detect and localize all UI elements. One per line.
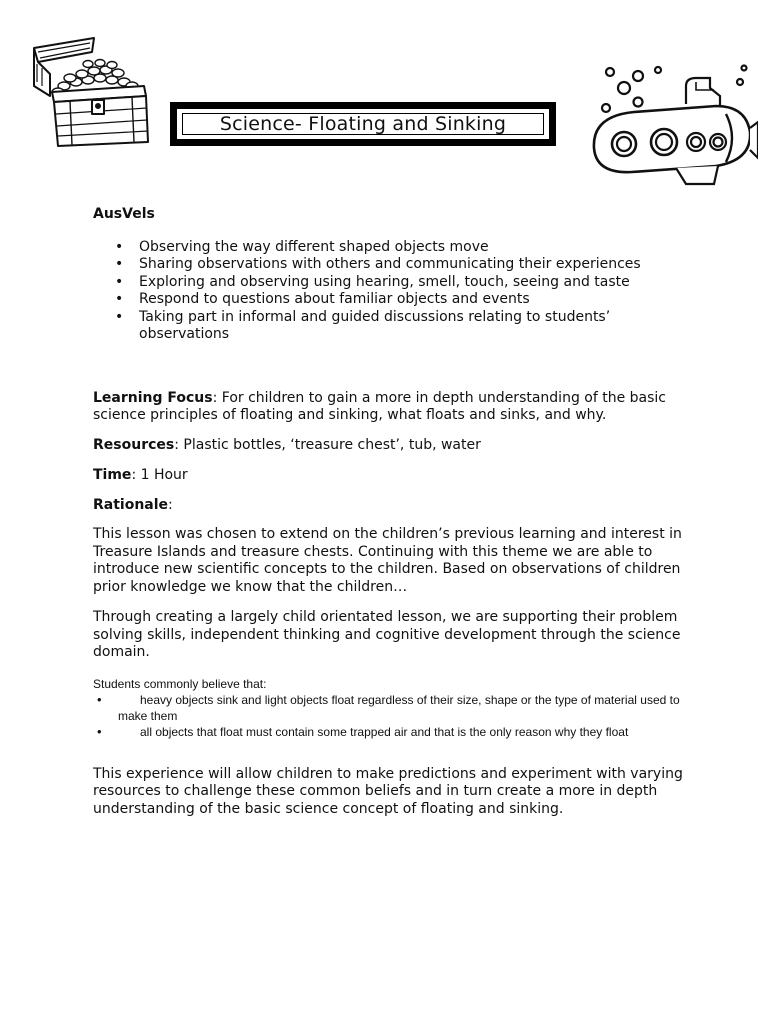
beliefs-list — [93, 692, 683, 740]
rationale-paragraph-2: Through creating a largely child orientated lesson, we are supporting their problem solving skills, independent thinking and cognitive development through the science domain. — [93, 609, 681, 660]
resources-text: : Plastic bottles, ‘treasure chest’, tub, water — [174, 436, 481, 453]
belief-item — [93, 692, 683, 724]
document-body — [93, 206, 683, 818]
learning-focus-text: : For children to gain a more in depth understanding of the basic science principles of floating and sinking, what floats and sinks, and why. — [93, 389, 667, 423]
document-title: Science- Floating and Sinking — [182, 113, 544, 135]
ausvels-item: • Respond to questions about familiar objects and events — [93, 291, 683, 309]
title-box — [170, 102, 556, 146]
learning-focus-label: Learning Focus — [93, 389, 213, 406]
resources-paragraph — [93, 437, 683, 455]
learning-focus-paragraph — [93, 390, 683, 425]
rationale-suffix: : — [168, 496, 173, 513]
submarine-illustration — [586, 62, 758, 190]
beliefs-intro: Students commonly believe that: — [93, 676, 267, 691]
rationale-label: Rationale — [93, 496, 169, 513]
resources-label: Resources — [93, 436, 175, 453]
ausvels-item: • Taking part in informal and guided discussions relating to students’ observations — [93, 309, 683, 344]
time-paragraph — [93, 467, 683, 485]
time-text: : 1 Hour — [131, 467, 188, 483]
ausvels-list — [93, 239, 683, 344]
rationale-paragraph-1: This lesson was chosen to extend on the children’s previous learning and interest in Treasure Islands and treasure chests. Continuing with this theme we are able to introduce new scientific concepts to the children. Based on observations of children prior knowledge we know that the children… — [93, 526, 682, 595]
belief-item-text: • heavy objects sink and light objects float regardless of their size, shape or the type of material used to make them — [118, 692, 680, 723]
closing-paragraph: This experience will allow children to make predictions and experiment with varying resources to challenge these common beliefs and in turn create a more in depth understanding of the basic science concept of floating and sinking. — [93, 765, 683, 817]
belief-item-text: • all objects that float must contain some trapped air and that is the only reason why they float — [140, 724, 629, 739]
belief-item — [93, 724, 683, 740]
time-label: Time — [93, 467, 132, 483]
ausvels-item: • Sharing observations with others and communicating their experiences — [93, 256, 683, 274]
ausvels-item: • Exploring and observing using hearing, smell, touch, seeing and taste — [93, 274, 683, 292]
rationale-heading — [93, 497, 683, 515]
ausvels-item: • Observing the way different shaped objects move — [93, 239, 683, 257]
treasure-chest-illustration — [28, 34, 156, 150]
ausvels-heading: AusVels — [93, 206, 155, 222]
